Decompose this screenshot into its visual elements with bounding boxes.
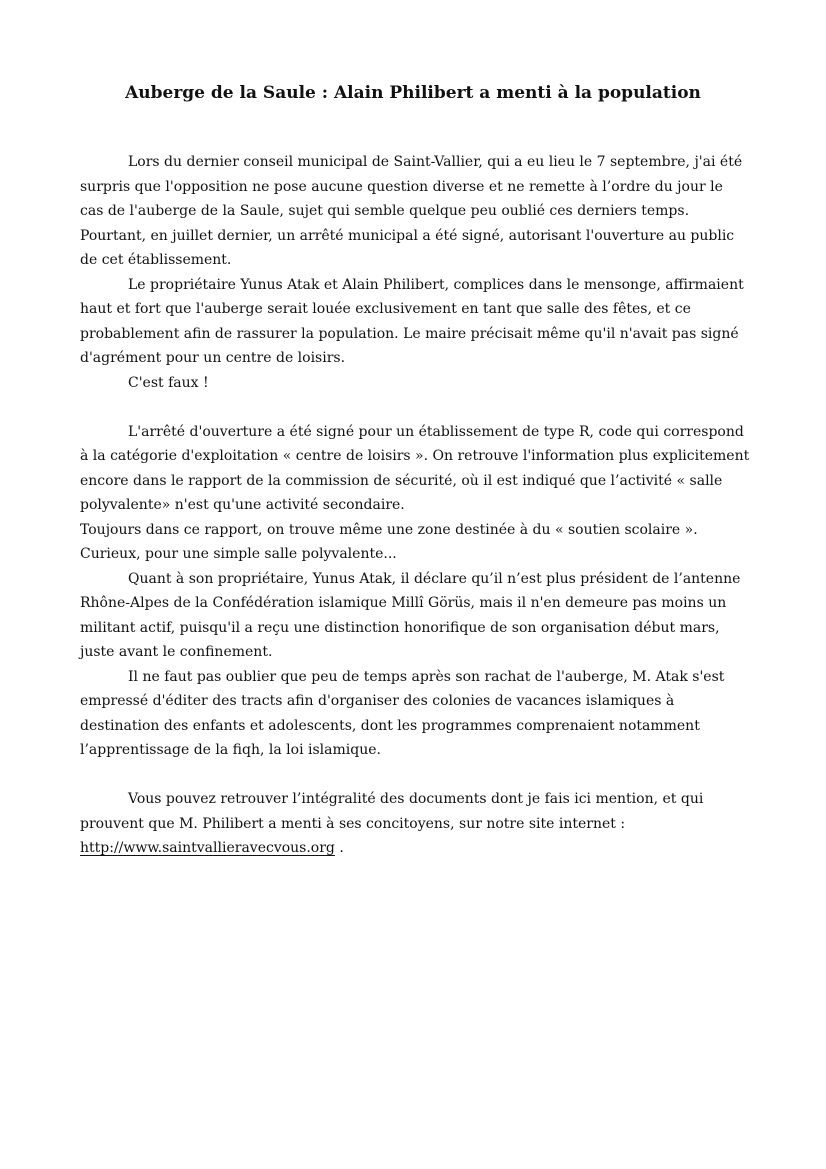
paragraph-spacer bbox=[80, 395, 750, 420]
paragraph-spacer bbox=[80, 763, 750, 788]
paragraph-council: Lors du dernier conseil municipal de Saint-Vallier, qui a eu lieu le 7 septembre, j'ai été surpris que l'opposition ne pose aucune question diverse et ne remette à l’ordre du jour le cas de l'auberge de la Saule, sujet qui semble quelque peu oublié ces derniers temps. Pourtant, en juillet dernier, un arrêté municipal a été signé, autorisant l'ouverture au public de cet établissement. bbox=[80, 154, 743, 268]
website-end-punctuation: . bbox=[334, 840, 344, 856]
paragraph-false: C'est faux ! bbox=[128, 374, 209, 391]
document-body bbox=[80, 150, 750, 861]
paragraph-report: Toujours dans ce rapport, on trouve même une zone destinée à du « soutien scolaire ». Curieux, pour une simple salle polyvalente... bbox=[80, 521, 698, 562]
paragraph-website bbox=[80, 787, 750, 861]
document-title: Auberge de la Saule : Alain Philibert a menti à la population bbox=[125, 83, 701, 103]
paragraph-owner-activity: Quant à son propriétaire, Yunus Atak, il déclare qu’il n’est plus président de l’antenne Rhône-Alpes de la Confédération islamique Millî Görüs, mais il n'en demeure pas moins un militant actif, puisqu'il a reçu une distinction honorifique de son organisation début mars, juste avant le confinement. bbox=[80, 570, 741, 660]
paragraph-owner: Le propriétaire Yunus Atak et Alain Philibert, complices dans le mensonge, affirmaient haut et fort que l'auberge serait louée exclusivement en tant que salle des fêtes, et ce probablement afin de rassurer la population. Le maire précisait même qu'il n'avait pas signé d'agrément pour un centre de loisirs. bbox=[80, 276, 744, 366]
website-intro-text: Vous pouvez retrouver l’intégralité des documents dont je fais ici mention, et qui prouvent que M. Philibert a menti à ses concitoyens, sur notre site internet : bbox=[80, 791, 704, 832]
paragraph-decree: L'arrêté d'ouverture a été signé pour un établissement de type R, code qui correspond à la catégorie d'exploitation « centre de loisirs ». On retrouve l'information plus explicitement encore dans le rapport de la commission de sécurité, où il est indiqué que l’activité « salle polyvalente» n'est qu'une activité secondaire. bbox=[80, 423, 750, 513]
paragraph-tracts: Il ne faut pas oublier que peu de temps après son rachat de l'auberge, M. Atak s'est empressé d'éditer des tracts afin d'organiser des colonies de vacances islamiques à destination des enfants et adolescents, dont les programmes comprenaient notamment l’apprentissage de la fiqh, la loi islamique. bbox=[80, 668, 725, 758]
website-link[interactable]: http://www.saintvallieravecvous.org bbox=[80, 840, 335, 856]
